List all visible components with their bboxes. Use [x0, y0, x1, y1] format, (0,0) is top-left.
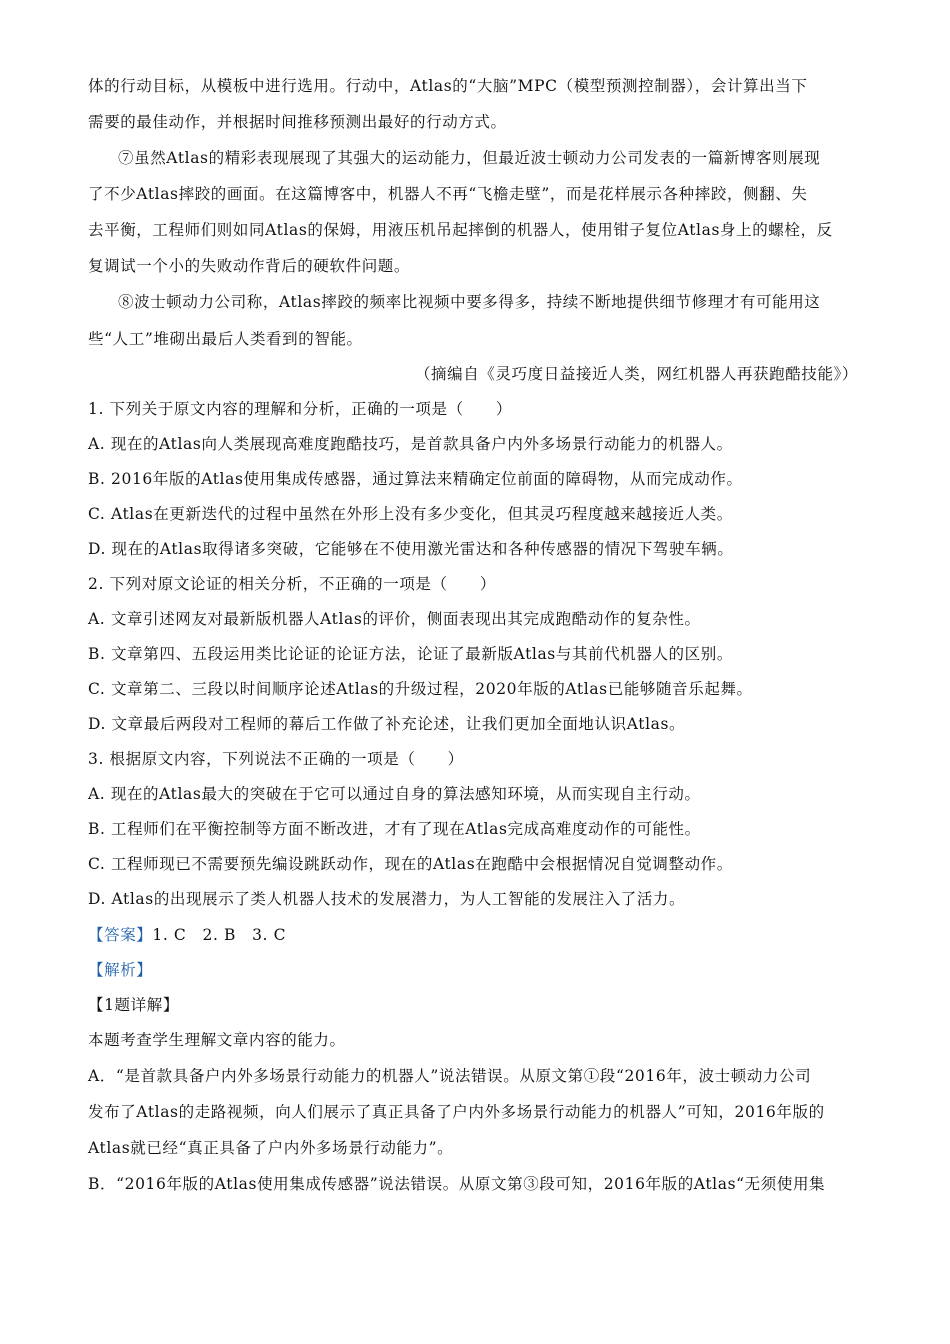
- passage-source: （摘编自《灵巧度日益接近人类，网红机器人再获跑酷技能》）: [414, 365, 858, 383]
- analysis-line: Atlas就已经“真正具备了户内外多场景行动能力”。: [88, 1139, 454, 1157]
- question-3-stem: 3. 根据原文内容，下列说法不正确的一项是（ ）: [88, 750, 464, 768]
- passage-line: 些“人工”堆砌出最后人类看到的智能。: [88, 330, 363, 348]
- answer-label: 【答案】: [88, 926, 153, 944]
- question-1-option-d: D. 现在的Atlas取得诸多突破，它能够在不使用激光雷达和各种传感器的情况下驾驶车辆。: [88, 540, 734, 558]
- question-3-option-d: D. Atlas的出现展示了类人机器人技术的发展潜力，为人工智能的发展注入了活力。: [88, 890, 686, 908]
- question-1-option-a: A. 现在的Atlas向人类展现高难度跑酷技巧，是首款具备户内外多场景行动能力的机器人。: [88, 435, 733, 453]
- question-2-option-d: D. 文章最后两段对工程师的幕后工作做了补充论述，让我们更加全面地认识Atlas。: [88, 715, 686, 733]
- analysis-label: 【解析】: [88, 961, 153, 979]
- analysis-detail-title: 【1题详解】: [88, 996, 179, 1014]
- question-1-option-c: C. Atlas在更新迭代的过程中虽然在外形上没有多少变化，但其灵巧程度越来越接近人类。: [88, 505, 733, 523]
- question-3-option-b: B. 工程师们在平衡控制等方面不断改进，才有了现在Atlas完成高难度动作的可能性。: [88, 820, 701, 838]
- analysis-line: 本题考查学生理解文章内容的能力。: [88, 1031, 346, 1049]
- question-1-option-b: B. 2016年版的Atlas使用集成传感器，通过算法来精确定位前面的障碍物，从而完成动作。: [88, 470, 743, 488]
- question-3-option-c: C. 工程师现已不需要预先编设跳跃动作，现在的Atlas在跑酷中会根据情况自觉调整动作。: [88, 855, 733, 873]
- passage-line: 体的行动目标，从模板中进行选用。行动中，Atlas的“大脑”MPC（模型预测控制器），会计算出当下: [88, 77, 808, 95]
- passage-line: 去平衡，工程师们则如同Atlas的保姆，用液压机吊起摔倒的机器人，使用钳子复位Atlas身上的螺栓，反: [88, 221, 833, 239]
- analysis-line: B．“2016年版的Atlas使用集成传感器”说法错误。从原文第③段可知，2016年版的Atlas“无须使用集: [88, 1175, 826, 1193]
- question-2-stem: 2. 下列对原文论证的相关分析，不正确的一项是（ ）: [88, 575, 496, 593]
- question-1-stem: 1. 下列关于原文内容的理解和分析，正确的一项是（ ）: [88, 400, 513, 418]
- analysis-line: 发布了Atlas的走路视频，向人们展示了真正具备了户内外多场景行动能力的机器人”可知，2016年版的: [88, 1103, 825, 1121]
- passage-line: 需要的最佳动作，并根据时间推移预测出最好的行动方式。: [88, 113, 507, 131]
- question-2-option-a: A. 文章引述网友对最新版机器人Atlas的评价，侧面表现出其完成跑酷动作的复杂性。: [88, 610, 701, 628]
- passage-line: 了不少Atlas摔跤的画面。在这篇博客中，机器人不再“飞檐走壁”，而是花样展示各种摔跤，侧翻、失: [88, 185, 808, 203]
- question-2-option-c: C. 文章第二、三段以时间顺序论述Atlas的升级过程，2020年版的Atlas已能够随音乐起舞。: [88, 680, 753, 698]
- analysis-line: A．“是首款具备户内外多场景行动能力的机器人”说法错误。从原文第①段“2016年，波士顿动力公司: [88, 1067, 812, 1085]
- passage-paragraph-8: ⑧波士顿动力公司称，Atlas摔跤的频率比视频中要多得多，持续不断地提供细节修理才有可能用这: [118, 293, 821, 311]
- passage-paragraph-7: ⑦虽然Atlas的精彩表现展现了其强大的运动能力，但最近波士顿动力公司发表的一篇新博客则展现: [118, 149, 821, 167]
- answer-row: [88, 925, 864, 945]
- question-2-option-b: B. 文章第四、五段运用类比论证的论证方法，论证了最新版Atlas与其前代机器人的区别。: [88, 645, 733, 663]
- passage-line: 复调试一个小的失败动作背后的硬软件问题。: [88, 257, 411, 275]
- answer-text: 1. C 2. B 3. C: [152, 926, 287, 944]
- question-3-option-a: A. 现在的Atlas最大的突破在于它可以通过自身的算法感知环境，从而实现自主行动。: [88, 785, 701, 803]
